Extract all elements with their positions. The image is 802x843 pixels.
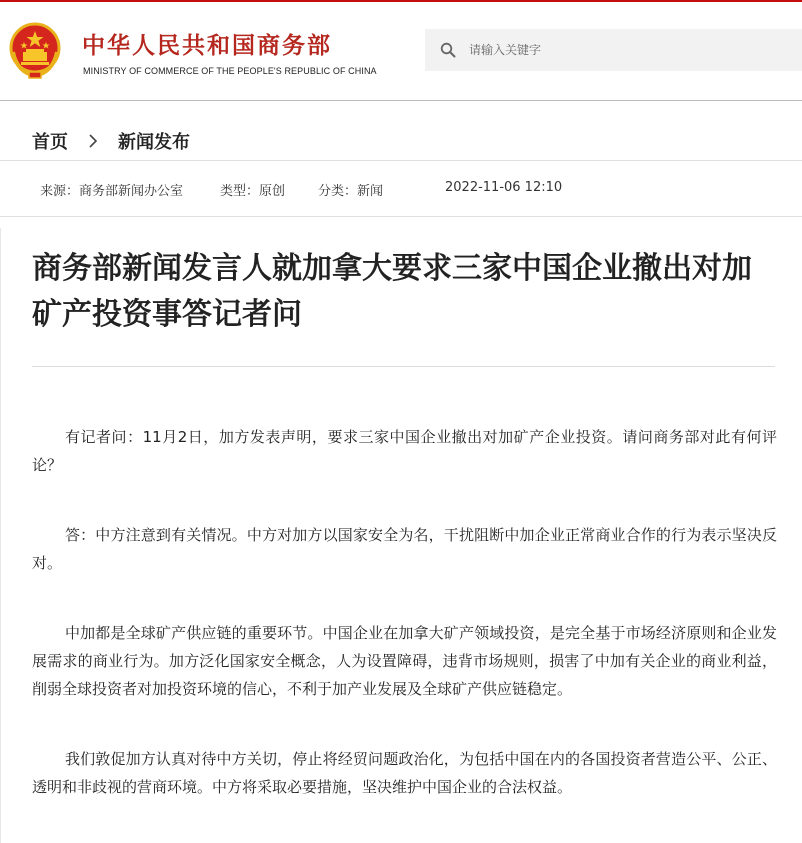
divider	[0, 216, 802, 217]
site-name-en: MINISTRY OF COMMERCE OF THE PEOPLE'S REPUBLIC OF CHINA	[83, 66, 377, 76]
meta-category: 分类：新闻	[318, 184, 384, 199]
article-paragraph: 有记者问：11月2日，加方发表声明，要求三家中国企业撤出对加矿产企业投资。请问商务部对此有何评论？	[32, 428, 777, 474]
chevron-right-icon	[78, 131, 108, 151]
meta-datetime: 2022-11-06 12:10	[445, 180, 563, 195]
meta-type: 类型：原创	[220, 184, 286, 199]
article-title: 商务部新闻发言人就加拿大要求三家中国企业撤出对加矿产投资事答记者问	[32, 251, 752, 332]
search-box	[425, 29, 802, 71]
site-header	[0, 2, 802, 101]
title-divider	[32, 366, 775, 367]
divider	[0, 160, 802, 161]
breadcrumb	[32, 128, 190, 154]
article-body	[32, 423, 777, 843]
site-name-cn[interactable]: 中华人民共和国商务部	[82, 33, 332, 59]
national-emblem-icon[interactable]	[9, 22, 61, 80]
search-input[interactable]	[469, 29, 789, 71]
breadcrumb-current-link[interactable]: 新闻发布	[118, 132, 190, 153]
search-icon[interactable]	[440, 42, 456, 58]
page-edge-line	[0, 228, 1, 843]
article-paragraph: 中加都是全球矿产供应链的重要环节。中国企业在加拿大矿产领域投资，是完全基于市场经济原则和企业发展需求的商业行为。加方泛化国家安全概念，人为设置障碍，违背市场规则，损害了中加有关企业的商业利益，削弱全球投资者对加投资环境的信心，不利于加产业发展及全球矿产供应链稳定。	[32, 624, 777, 698]
article-paragraph: 我们敦促加方认真对待中方关切，停止将经贸问题政治化，为包括中国在内的各国投资者营造公平、公正、透明和非歧视的营商环境。中方将采取必要措施，坚决维护中国企业的合法权益。	[32, 750, 777, 796]
meta-source: 来源：商务部新闻办公室	[40, 184, 184, 199]
breadcrumb-home-link[interactable]: 首页	[32, 132, 68, 153]
article-paragraph: 答：中方注意到有关情况。中方对加方以国家安全为名，干扰阻断中加企业正常商业合作的行为表示坚决反对。	[32, 526, 777, 572]
